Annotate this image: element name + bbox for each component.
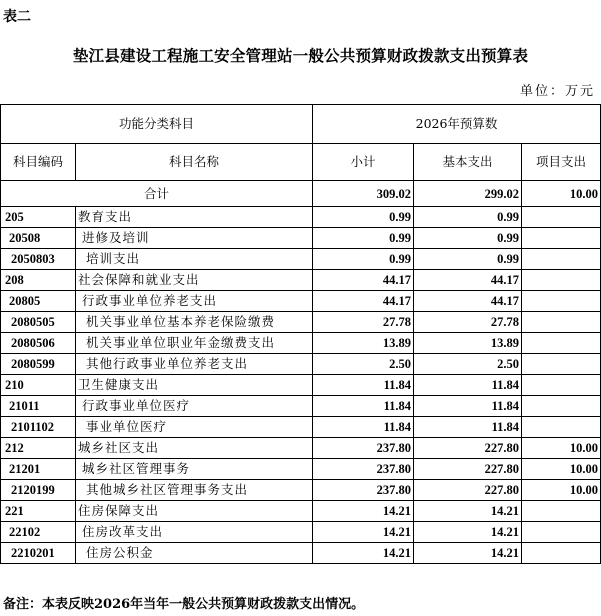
table-row: [1, 438, 601, 459]
row-code: 22102: [1, 522, 76, 543]
row-name: 进修及培训: [76, 228, 313, 249]
row-basic: 13.89: [414, 333, 522, 354]
row-code: 210: [1, 375, 76, 396]
header-row-group: [1, 105, 601, 144]
row-name: 其他城乡社区管理事务支出: [76, 480, 313, 501]
row-subtotal: 14.21: [313, 522, 414, 543]
row-subtotal: 0.99: [313, 207, 414, 228]
row-code: 221: [1, 501, 76, 522]
row-basic: 0.99: [414, 207, 522, 228]
row-project: [522, 207, 601, 228]
row-name: 住房公积金: [76, 543, 313, 564]
row-project: 10.00: [522, 480, 601, 501]
row-code: 208: [1, 270, 76, 291]
row-code: 2080506: [1, 333, 76, 354]
row-subtotal: 44.17: [313, 270, 414, 291]
row-basic: 27.78: [414, 312, 522, 333]
total-project: 10.00: [522, 181, 601, 207]
table-row: [1, 396, 601, 417]
row-basic: 11.84: [414, 417, 522, 438]
total-basic: 299.02: [414, 181, 522, 207]
row-code: 205: [1, 207, 76, 228]
row-name: 行政事业单位医疗: [76, 396, 313, 417]
row-project: [522, 333, 601, 354]
header-name: 科目名称: [76, 144, 313, 181]
row-basic: 11.84: [414, 396, 522, 417]
row-project: [522, 522, 601, 543]
header-row-columns: [1, 144, 601, 181]
table-row: [1, 291, 601, 312]
row-subtotal: 0.99: [313, 249, 414, 270]
header-budget-year: 2026年预算数: [313, 105, 601, 144]
total-row: [1, 181, 601, 207]
row-code: 2050803: [1, 249, 76, 270]
unit-label: 单位：万元: [519, 84, 595, 99]
table-tag: 表二: [3, 9, 31, 25]
row-basic: 14.21: [414, 501, 522, 522]
row-basic: 227.80: [414, 480, 522, 501]
page-title: 垫江县建设工程施工安全管理站一般公共预算财政拨款支出预算表: [72, 46, 529, 65]
row-name: 住房保障支出: [76, 501, 313, 522]
row-basic: 14.21: [414, 543, 522, 564]
row-name: 卫生健康支出: [76, 375, 313, 396]
row-name: 住房改革支出: [76, 522, 313, 543]
row-code: 20805: [1, 291, 76, 312]
row-subtotal: 44.17: [313, 291, 414, 312]
row-subtotal: 14.21: [313, 543, 414, 564]
table-row: [1, 501, 601, 522]
row-basic: 11.84: [414, 375, 522, 396]
table-row: [1, 543, 601, 564]
row-subtotal: 0.99: [313, 228, 414, 249]
table-row: [1, 249, 601, 270]
table-row: [1, 417, 601, 438]
row-name: 社会保障和就业支出: [76, 270, 313, 291]
table-row: [1, 228, 601, 249]
table-row: [1, 522, 601, 543]
row-project: [522, 375, 601, 396]
row-code: 21201: [1, 459, 76, 480]
row-basic: 44.17: [414, 291, 522, 312]
table-row: [1, 333, 601, 354]
row-project: [522, 270, 601, 291]
table-row: [1, 375, 601, 396]
row-basic: 0.99: [414, 249, 522, 270]
row-project: 10.00: [522, 438, 601, 459]
table-row: [1, 312, 601, 333]
total-subtotal: 309.02: [313, 181, 414, 207]
table-row: [1, 354, 601, 375]
row-code: 21011: [1, 396, 76, 417]
row-subtotal: 11.84: [313, 417, 414, 438]
row-subtotal: 2.50: [313, 354, 414, 375]
header-subtotal: 小计: [313, 144, 414, 181]
footnote: 备注：本表反映2026年当年一般公共预算财政拨款支出情况。: [3, 597, 365, 612]
header-basic: 基本支出: [414, 144, 522, 181]
row-code: 2210201: [1, 543, 76, 564]
row-project: 10.00: [522, 459, 601, 480]
row-name: 教育支出: [76, 207, 313, 228]
row-project: [522, 312, 601, 333]
row-subtotal: 237.80: [313, 480, 414, 501]
header-code: 科目编码: [1, 144, 76, 181]
row-basic: 14.21: [414, 522, 522, 543]
row-basic: 227.80: [414, 438, 522, 459]
row-project: [522, 228, 601, 249]
table-row: [1, 459, 601, 480]
row-project: [522, 354, 601, 375]
table-row: [1, 207, 601, 228]
table-row: [1, 480, 601, 501]
total-label: 合计: [1, 181, 313, 207]
row-name: 机关事业单位职业年金缴费支出: [76, 333, 313, 354]
row-name: 事业单位医疗: [76, 417, 313, 438]
table-row: [1, 270, 601, 291]
row-name: 机关事业单位基本养老保险缴费: [76, 312, 313, 333]
row-project: [522, 543, 601, 564]
row-code: 2101102: [1, 417, 76, 438]
row-project: [522, 417, 601, 438]
row-basic: 227.80: [414, 459, 522, 480]
row-subtotal: 27.78: [313, 312, 414, 333]
row-name: 其他行政事业单位养老支出: [76, 354, 313, 375]
row-code: 20508: [1, 228, 76, 249]
header-project: 项目支出: [522, 144, 601, 181]
row-subtotal: 237.80: [313, 438, 414, 459]
row-code: 2080505: [1, 312, 76, 333]
row-name: 行政事业单位养老支出: [76, 291, 313, 312]
row-code: 2080599: [1, 354, 76, 375]
row-code: 212: [1, 438, 76, 459]
row-name: 城乡社区支出: [76, 438, 313, 459]
row-code: 2120199: [1, 480, 76, 501]
row-name: 城乡社区管理事务: [76, 459, 313, 480]
row-subtotal: 11.84: [313, 375, 414, 396]
row-subtotal: 13.89: [313, 333, 414, 354]
row-basic: 2.50: [414, 354, 522, 375]
row-basic: 44.17: [414, 270, 522, 291]
row-project: [522, 396, 601, 417]
row-subtotal: 14.21: [313, 501, 414, 522]
row-subtotal: 11.84: [313, 396, 414, 417]
header-function-category: 功能分类科目: [1, 105, 313, 144]
row-project: [522, 249, 601, 270]
budget-table: [0, 104, 601, 564]
row-project: [522, 291, 601, 312]
row-basic: 0.99: [414, 228, 522, 249]
row-project: [522, 501, 601, 522]
row-subtotal: 237.80: [313, 459, 414, 480]
row-name: 培训支出: [76, 249, 313, 270]
